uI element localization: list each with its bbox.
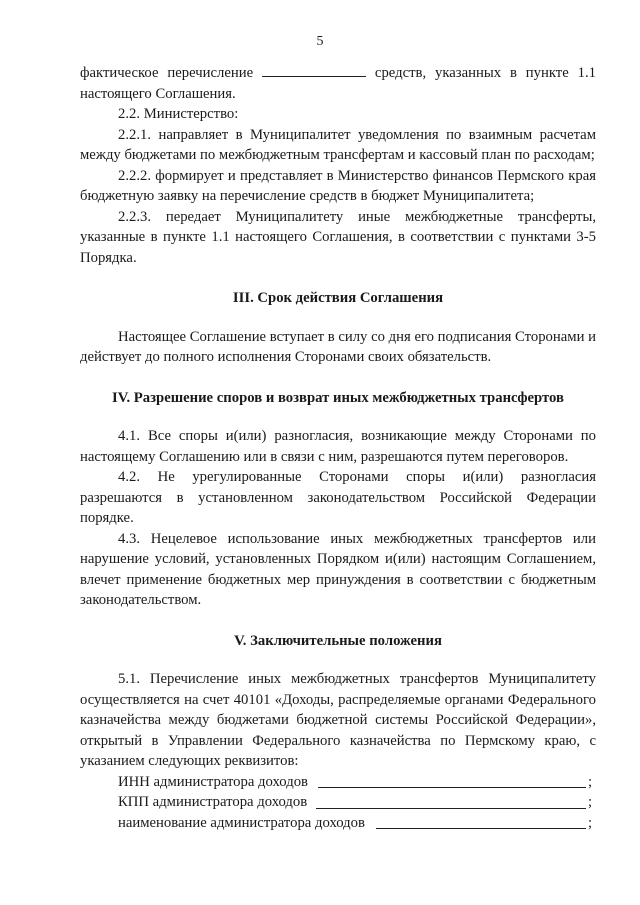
intro-text-before: фактическое перечисление — [80, 65, 254, 81]
paragraph-4-2: 4.2. Не урегулированные Сторонами споры и(или) разногласия разрешаются в установленном законодательством Российской Федерации порядке. — [80, 469, 596, 526]
requisite-name — [80, 813, 596, 834]
requisite-inn — [80, 772, 596, 793]
page-number: 5 — [316, 34, 324, 49]
paragraph-5-1: 5.1. Перечисление иных межбюджетных трансфертов Муниципалитету осуществляется на счет 40101 «Доходы, распределяемые органами Федерального казначейства между бюджетами бюджетной системы Российской Федерации», открытый в Управлении Федерального казначейства по Пермскому краю, с указанием следующих реквизитов: — [80, 671, 596, 769]
section-3-text: Настоящее Соглашение вступает в силу со дня его подписания Сторонами и действует до полного исполнения Сторонами своих обязательств. — [80, 328, 596, 365]
requisite-label: ИНН администратора доходов — [118, 773, 308, 790]
intro-text-after: средств, указанных в пункте 1.1 настоящего Соглашения. — [80, 65, 596, 102]
requisite-label: наименование администратора доходов — [118, 814, 365, 831]
spacer — [80, 268, 596, 288]
requisite-end: ; — [588, 773, 593, 790]
requisite-end: ; — [588, 814, 593, 831]
requisite-kpp — [80, 792, 596, 813]
requisite-end: ; — [588, 794, 593, 810]
requisite-blank-line — [318, 787, 586, 788]
spacer — [80, 408, 596, 426]
requisite-label: КПП администратора доходов — [118, 794, 308, 810]
requisite-blank-line — [316, 808, 586, 809]
spacer — [80, 611, 596, 631]
paragraph-4-3: 4.3. Нецелевое использование иных межбюджетных трансфертов или нарушение условий, установленных Порядком и(или) настоящим Соглашением, влечет применение бюджетных мер принуждения в соответствии с бюджетным законодательством. — [80, 530, 596, 608]
blank-field — [262, 64, 366, 77]
document-body — [80, 63, 596, 833]
section-3-heading: III. Срок действия Соглашения — [232, 290, 444, 306]
paragraph-2-2: 2.2. Министерство: — [118, 106, 239, 122]
spacer — [80, 368, 596, 388]
paragraph-2-2-2: 2.2.2. формирует и представляет в Министерство финансов Пермского края бюджетную заявку на перечисление средств в бюджет Муниципалитета; — [80, 167, 596, 204]
requisite-blank-line — [376, 828, 586, 829]
section-4-heading: IV. Разрешение споров и возврат иных межбюджетных трансфертов — [112, 389, 564, 406]
spacer — [80, 309, 596, 327]
paragraph-2-2-1: 2.2.1. направляет в Муниципалитет уведомления по взаимным расчетам между бюджетами по межбюджетным трансфертам и кассовый план по расходам; — [80, 126, 596, 163]
section-5-heading: V. Заключительные положения — [234, 632, 442, 649]
spacer — [80, 651, 596, 669]
paragraph-2-2-3: 2.2.3. передает Муниципалитету иные межбюджетные трансферты, указанные в пункте 1.1 настоящего Соглашения, в соответствии с пунктами 3-5 Порядка. — [80, 208, 596, 266]
paragraph-4-1: 4.1. Все споры и(или) разногласия, возникающие между Сторонами по настоящему Соглашению или в связи с ним, разрешаются путем переговоров. — [80, 428, 596, 465]
intro-paragraph — [80, 63, 596, 104]
